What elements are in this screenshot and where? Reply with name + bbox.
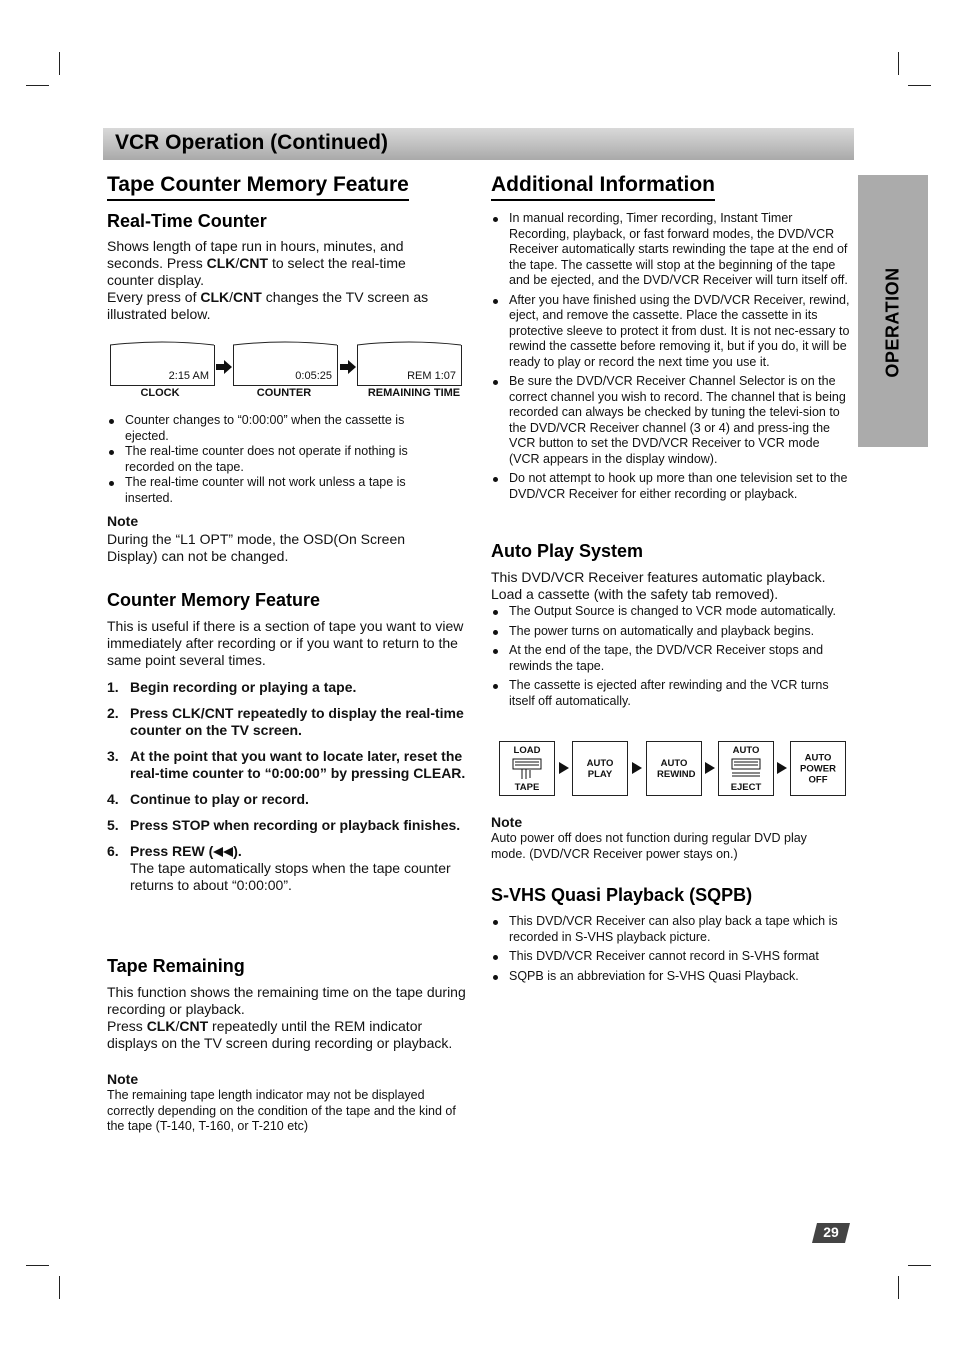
svhs-heading: S-VHS Quasi Playback (SQPB) (491, 885, 753, 905)
list-item: At the end of the tape, the DVD/VCR Receiver stops and rewinds the tape. (491, 643, 853, 674)
crop-mark (26, 1265, 49, 1266)
arrow-right-icon (215, 360, 233, 374)
list-item: Do not attempt to hook up more than one television set to the DVD/VCR Receiver for either recording or playback. (491, 471, 853, 502)
auto-play-intro: This DVD/VCR Receiver features automatic playback. Load a cassette (with the safety tab removed). (491, 569, 826, 602)
tape-counter-title: Tape Counter Memory Feature (107, 173, 409, 201)
auto-play-bullets (491, 604, 853, 709)
list-item: SQPB is an abbreviation for S-VHS Quasi Playback. (491, 969, 853, 985)
note-text: The remaining tape length indicator may not be displayed correctly depending on the condition of the tape and the kind of the tape (T-140, T-160, or T-210 etc) (107, 1088, 456, 1133)
tv-screen-clock (110, 345, 215, 386)
section-header-bar (103, 128, 854, 160)
flow-step-top-label: AUTO (732, 745, 760, 756)
step-item: 6. Press REW ( ). The tape automatically stops when the tape counter returns to about “0:00:00”. (107, 843, 451, 893)
note-heading: Note (107, 513, 139, 529)
flow-step-top-label: LOAD (513, 745, 541, 756)
list-item: After you have finished using the DVD/VCR Receiver, rewind, eject, and remove the cassette. Place the cassette in its protective sleeve to protect it from dust. It is not nec-essary to rewind the cassette before removing it, but if you do, it will be ready to play or record the next time you use it. (491, 293, 853, 371)
list-item: The cassette is ejected after rewinding and the VCR turns itself off automatically. (491, 678, 853, 709)
screen-label: CLOCK (140, 387, 180, 399)
crop-mark (26, 85, 49, 86)
flow-step-auto-power-off: AUTO POWER OFF (790, 741, 846, 796)
realtime-counter-text: Shows length of tape run in hours, minutes, and seconds. Press CLK/CNT to select the real-time counter display. Every press of CLK/CNT changes the TV screen as illustrated below. (107, 238, 429, 322)
flow-step-bottom-label: TAPE (514, 782, 540, 793)
tv-screen-counter (233, 345, 338, 386)
list-item: The power turns on automatically and playback begins. (491, 624, 853, 640)
crop-mark (59, 52, 60, 75)
list-item: Be sure the DVD/VCR Receiver Channel Selector is on the correct channel you wish to record. The channel that is being recorded can always be checked by tuning the televi-sion to the DVD/VCR Receiver channel (3 or 4) and press-ing the VCR button to set the DVD/VCR Receiver to VCR mode (VCR appears in the display window). (491, 374, 853, 467)
tape-remaining-text: This function shows the remaining time on the tape during recording or playback. Press CLK/CNT repeatedly until the REM indicator displays on the TV screen during recording or playback. (107, 984, 466, 1051)
note-text: During the “L1 OPT” mode, the OSD(On Screen Display) can not be changed. (107, 531, 406, 564)
flow-arrow (777, 762, 787, 774)
counter-memory-steps (107, 679, 467, 894)
additional-info-bullets (491, 211, 853, 502)
realtime-bullets (107, 413, 437, 506)
crop-mark (59, 1276, 60, 1299)
step-item: 1. Begin recording or playing a tape. (107, 679, 357, 695)
flow-step-bottom-label: EJECT (730, 782, 762, 793)
step-item: 4. Continue to play or record. (107, 791, 309, 807)
list-item: In manual recording, Timer recording, Instant Timer Recording, playback, or fast forward modes, the DVD/VCR Receiver automatically starts rewinding the tape at the end of the tape. The cassette will stop at the beginning of the tape and be ejected, and the DVD/VCR Receiver will turn itself off. (491, 211, 853, 289)
list-item: This DVD/VCR Receiver can also play back a tape which is recorded in S-VHS playback picture. (491, 914, 853, 945)
screen-value: REM 1:07 (407, 370, 456, 382)
realtime-counter-heading: Real-Time Counter (107, 211, 267, 231)
cassette-insert-icon (512, 757, 542, 781)
list-item: Counter changes to “0:00:00” when the cassette is ejected. (107, 413, 437, 444)
flow-step-auto-eject (718, 741, 774, 796)
additional-info-title: Additional Information (491, 173, 715, 201)
flow-step-load-tape (499, 741, 555, 796)
rewind-icon (213, 847, 233, 857)
flow-arrow (632, 762, 642, 774)
page-number-badge (811, 1221, 851, 1245)
side-tab (858, 175, 928, 447)
cassette-eject-icon (731, 758, 761, 778)
step-item: 5. Press STOP when recording or playback finishes. (107, 817, 461, 833)
page-number: 29 (823, 1224, 839, 1240)
screen-label: REMAINING TIME (367, 387, 461, 399)
section-header-title: VCR Operation (Continued) (115, 131, 388, 154)
note-text: Auto power off does not function during regular DVD play mode. (DVD/VCR Receiver power stays on.) (491, 831, 807, 861)
list-item: This DVD/VCR Receiver cannot record in S-VHS format (491, 949, 853, 965)
auto-play-heading: Auto Play System (491, 541, 644, 561)
crop-mark (898, 52, 899, 75)
counter-memory-heading: Counter Memory Feature (107, 590, 321, 610)
flow-arrow (559, 762, 569, 774)
arrow-right-icon (339, 360, 357, 374)
screen-label: COUNTER (256, 387, 312, 399)
tv-screen-remaining (357, 345, 462, 386)
flow-step-auto-rewind: AUTO REWIND (646, 741, 702, 796)
crop-mark (898, 1276, 899, 1299)
svhs-bullets (491, 914, 853, 984)
note-heading: Note (491, 814, 523, 830)
counter-memory-intro: This is useful if there is a section of tape you want to view immediately after recording or if you want to return to the same point several times. (107, 618, 464, 668)
crop-mark (908, 85, 931, 86)
list-item: The real-time counter does not operate if nothing is recorded on the tape. (107, 444, 437, 475)
flow-step-auto-play: AUTO PLAY (572, 741, 628, 796)
note-heading: Note (107, 1071, 139, 1087)
step-item: 3. At the point that you want to locate later, reset the real-time counter to “0:00:00” by pressing CLEAR. (107, 748, 466, 781)
side-tab-label: OPERATION (882, 267, 903, 378)
crop-mark (908, 1265, 931, 1266)
tape-remaining-heading: Tape Remaining (107, 956, 245, 976)
screen-value: 2:15 AM (168, 370, 209, 382)
step-item: 2. Press CLK/CNT repeatedly to display the real-time counter on the TV screen. (107, 705, 464, 738)
list-item: The Output Source is changed to VCR mode automatically. (491, 604, 853, 620)
step-detail: The tape automatically stops when the tape counter returns to about “0:00:00”. (130, 860, 451, 893)
flow-arrow (705, 762, 715, 774)
screen-value: 0:05:25 (295, 370, 332, 382)
list-item: The real-time counter will not work unless a tape is inserted. (107, 475, 437, 506)
